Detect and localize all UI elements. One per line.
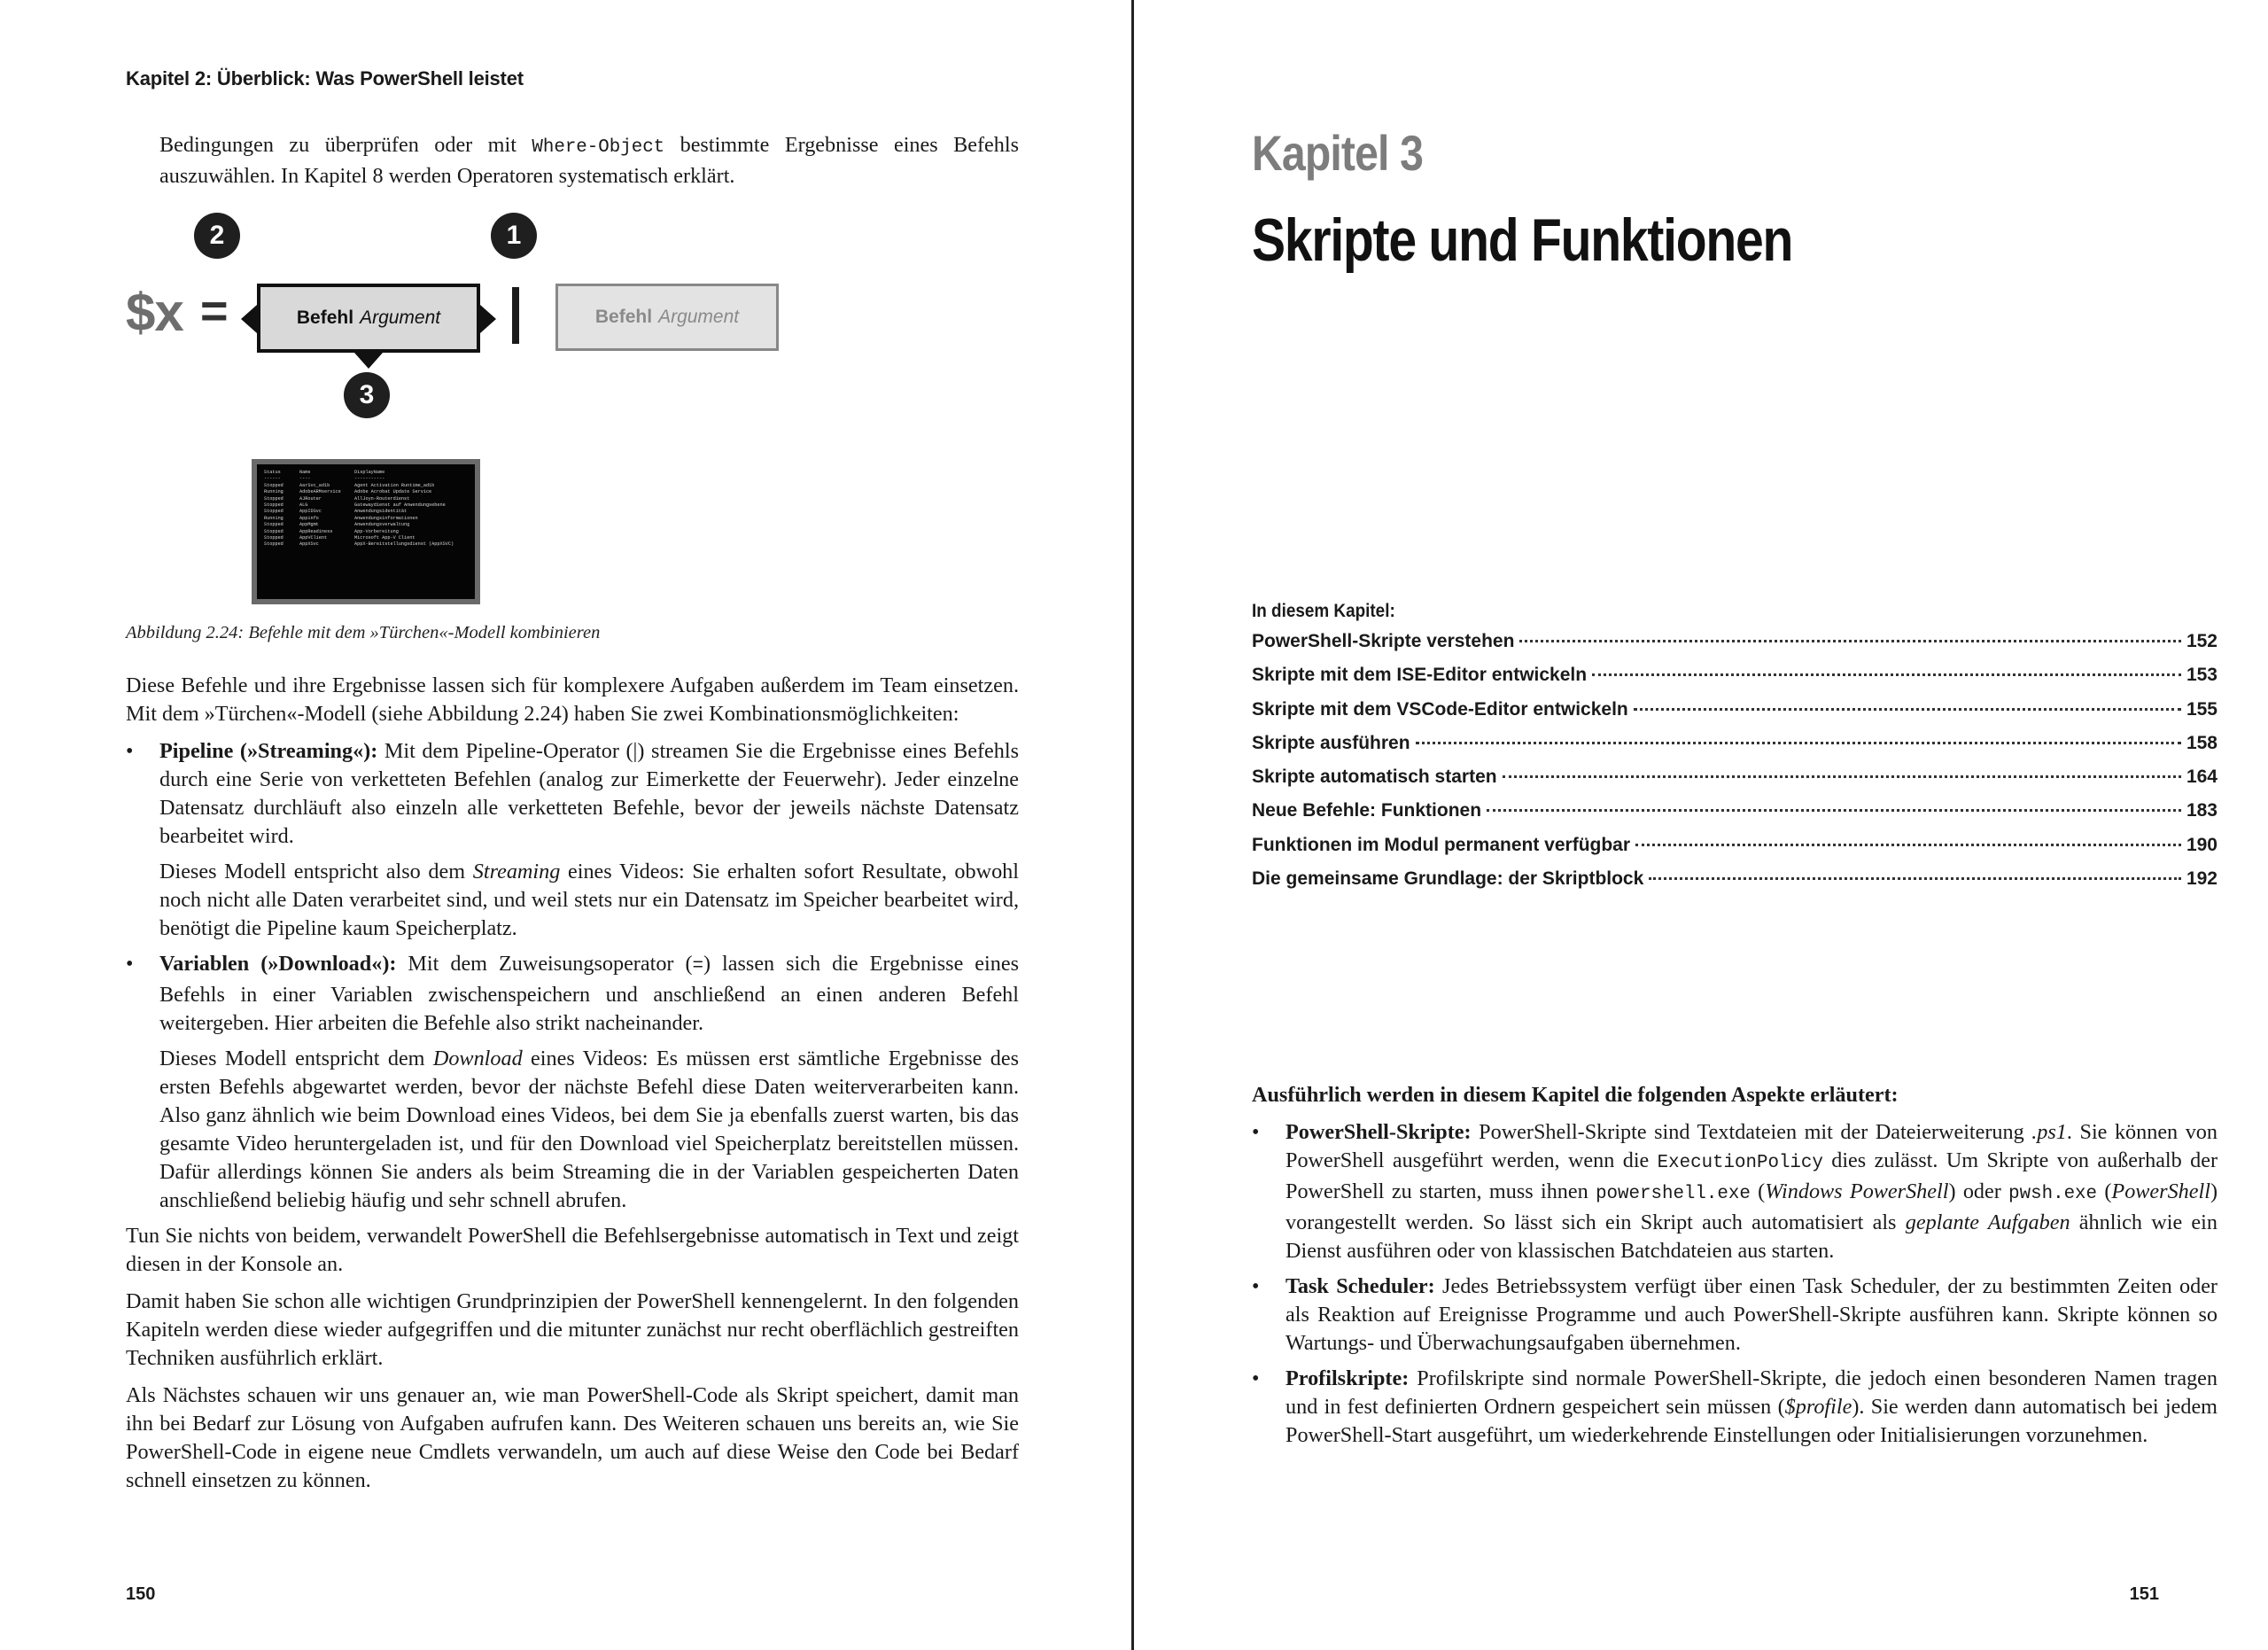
toc-entry-page: 158: [2186, 732, 2218, 753]
list-item: • Task Scheduler: Jedes Betriebssystem verfügt über einen Task Scheduler, der zu bestimmten Zeiten oder als Reaktion auf Ereignisse Programme und auch PowerShell-Skripte ausführen kann. Skripte können so Wartungs- und Überwachungsaufgaben übernehmen.: [1252, 1273, 2218, 1358]
toc-entry-title: Skripte mit dem VSCode-Editor entwickeln: [1252, 698, 1628, 720]
toc-leader-dots: [1635, 844, 2181, 846]
console-row: Stopped ALG Gatewaydienst auf Anwendungsebene: [264, 502, 446, 509]
inline-code: =: [692, 956, 703, 977]
toc-entry-title: Die gemeinsame Grundlage: der Skriptblock: [1252, 868, 1644, 890]
right-body: [1252, 1081, 2218, 1457]
toc-entry[interactable]: [1252, 699, 2218, 733]
toc-leader-dots: [1519, 640, 2181, 642]
toc-entry[interactable]: [1252, 665, 2218, 698]
toc-entry[interactable]: [1252, 733, 2218, 767]
next-command-word: Befehl: [594, 307, 653, 327]
toc-entry-page: 192: [2186, 868, 2218, 890]
badge-2: 2: [194, 213, 240, 259]
console-row: Stopped AppReadiness App-Vorbereitung: [264, 528, 399, 534]
toc-leader-dots: [1416, 742, 2181, 744]
toc-entry[interactable]: [1252, 868, 2218, 902]
toc-entry[interactable]: [1252, 835, 2218, 868]
toc-entry-page: 155: [2186, 698, 2218, 720]
console-row: Running Appinfo Anwendungsinformationen: [264, 515, 418, 521]
toc-entry[interactable]: [1252, 631, 2218, 665]
running-head: Kapitel 2: Überblick: Was PowerShell leistet: [126, 67, 524, 90]
next-command-box: [555, 284, 779, 351]
pipe-operator-icon: [512, 287, 519, 344]
page-number: 151: [2129, 1584, 2159, 1604]
command-word: Befehl: [296, 307, 354, 328]
console-row: Stopped AJRouter AllJoyn-Routerdienst: [264, 495, 410, 502]
console-row: ------ ---- -----------: [264, 476, 385, 482]
figure-caption: Abbildung 2.24: Befehle mit dem »Türchen«-Modell kombinieren: [126, 623, 601, 642]
toc-leader-dots: [1634, 708, 2181, 711]
paragraph: Damit haben Sie schon alle wichtigen Grundprinzipien der PowerShell kennengelernt. In den folgenden Kapiteln werden diese wieder aufgegriffen und die mitunter zunächst nur recht oberflächlich gestreiften Techniken ausführlich erklärt.: [126, 1289, 1019, 1370]
console-row: Stopped AppVClient Microsoft App-V Client: [264, 535, 416, 541]
toc-entry-title: Skripte ausführen: [1252, 732, 1410, 753]
toc-leader-dots: [1487, 809, 2181, 812]
left-body: [126, 672, 1019, 1504]
toc-entry-title: Neue Befehle: Funktionen: [1252, 800, 1482, 821]
combination-list: [126, 737, 1019, 1215]
list-item: • Pipeline (»Streaming«): Mit dem Pipeline-Operator (|) streamen Sie die Ergebnisse eines Befehls durch eine Serie von verketteten Befehlen (analog zur Eimerkette der Feuerwehr). Jeder einzelne Datensatz durchläuft also einzeln alle verketteten Befehle, bevor der jeweils nächste Datensatz bearbeitet wird. Dieses Modell entspricht also dem Streaming eines Videos: Sie erhalten sofort Resultate, obwohl noch nicht alle Daten verarbeitet sind, und weil stets nur ein Datensatz im Speicher bearbeitet wird, benötigt die Pipeline kaum Speicherplatz.: [126, 737, 1019, 943]
argument-word: Argument: [360, 307, 441, 328]
console-row: Stopped AarSvc_ad1b Agent Activation Runtime_ad1b: [264, 482, 435, 488]
toc-entry-title: Skripte automatisch starten: [1252, 767, 1497, 788]
console-row: Running AdobeARMservice Adobe Acrobat Update Service: [264, 489, 432, 495]
toc-entry-page: 164: [2186, 767, 2218, 788]
inline-code: pwsh.exe: [2008, 1184, 2098, 1204]
toc-entry[interactable]: [1252, 767, 2218, 800]
inline-code: powershell.exe: [1596, 1184, 1751, 1204]
chapter-label: Kapitel 3: [1252, 125, 1423, 181]
toc-entry-title: Skripte mit dem ISE-Editor entwickeln: [1252, 665, 1588, 686]
list-item: • Profilskripte: Profilskripte sind normale PowerShell-Skripte, die jedoch einen besonderen Namen tragen und in fest definierten Ordnern gespeichert sein müssen ($profile). Sie werden dann automatisch bei jedem PowerShell-Start ausgeführt, um wiederkehrende Einstellungen oder Initialisierungen vorzunehmen.: [1252, 1365, 2218, 1450]
equals-sign: =: [200, 284, 229, 338]
paragraph: Tun Sie nichts von beidem, verwandelt PowerShell die Befehlsergebnisse automatisch in Text und zeigt diesen in der Konsole an.: [126, 1224, 1019, 1276]
paragraph: Diese Befehle und ihre Ergebnisse lassen sich für komplexere Aufgaben außerdem im Team einsetzen. Mit dem »Türchen«-Modell (siehe Abbildung 2.24) haben Sie zwei Kombinationsmöglichkeiten:: [126, 673, 1019, 726]
toc-entry-page: 183: [2186, 800, 2218, 821]
inline-code: Where-Object: [532, 137, 665, 158]
toc-entry-title: Funktionen im Modul permanent verfügbar: [1252, 834, 1631, 855]
next-argument-word: Argument: [658, 307, 740, 327]
toc-leader-dots: [1592, 673, 2181, 676]
toc-entry-page: 153: [2186, 665, 2218, 686]
badge-1: 1: [491, 213, 537, 259]
paragraph: Als Nächstes schauen wir uns genauer an, wie man PowerShell-Code als Skript speichert, damit man ihn bei Bedarf zur Lösung von Aufgaben aufrufen kann. Des Weiteren schauen uns bereits an, wie Sie PowerShell-Code in eigene neue Cmdlets verwandeln, um auch auf diese Weise den Code bei Bedarf schnell einsetzen zu können.: [126, 1383, 1019, 1492]
page-number: 150: [126, 1584, 156, 1604]
term: Task Scheduler:: [1285, 1274, 1435, 1298]
console-row: Stopped AppIDSvc Anwendungsidentität: [264, 509, 408, 515]
toc-entry[interactable]: [1252, 800, 2218, 834]
right-page: [1137, 0, 2268, 1650]
toc-entry-title: PowerShell-Skripte verstehen: [1252, 631, 1515, 651]
toc-leader-dots: [1503, 775, 2181, 778]
console-screenshot: [252, 459, 480, 604]
chapter-title: Skripte und Funktionen: [1252, 206, 1793, 274]
chapter-toc: [1252, 601, 2218, 902]
left-pointer-icon: [241, 305, 257, 333]
inline-code: ExecutionPolicy: [1657, 1153, 1823, 1173]
pipeline-figure: [126, 213, 799, 603]
term: Pipeline (»Streaming«):: [159, 739, 378, 763]
command-box: [257, 284, 480, 353]
toc-entry-page: 152: [2186, 631, 2218, 651]
console-row: Stopped AppXSvc AppX-Bereitstellungsdienst (AppXSVC): [264, 541, 454, 548]
toc-heading: In diesem Kapitel:: [1252, 601, 1395, 621]
term: Profilskripte:: [1285, 1366, 1410, 1390]
toc-leader-dots: [1649, 877, 2181, 880]
console-row: Status Name DisplayName: [264, 470, 385, 475]
toc-entry-page: 190: [2186, 834, 2218, 855]
toc-list: [1252, 631, 2218, 902]
console-row: Stopped AppMgmt Anwendungsverwaltung: [264, 522, 410, 528]
badge-3: 3: [344, 372, 390, 418]
down-pointer-icon: [354, 353, 383, 369]
right-pointer-icon: [480, 305, 496, 333]
variable-label: $x: [126, 283, 183, 342]
term: Variablen (»Download«):: [159, 952, 397, 976]
term: PowerShell-Skripte:: [1285, 1120, 1472, 1144]
list-item: • Variablen (»Download«): Mit dem Zuweisungsoperator (=) lassen sich die Ergebnisse eines Befehls in einer Variablen zwischenspeichern und anschließend an einen anderen Befehl weitergeben. Hier arbeiten die Befehle also strikt nacheinander. Dieses Modell entspricht dem Download eines Videos: Es müssen erst sämtliche Ergebnisse des ersten Befehls abgewartet werden, bevor der nächste Befehl diese Daten weiterverarbeiten kann. Also ganz ähnlich wie beim Download eines Videos, bei dem Sie ja ebenfalls zuerst warten, bis das gesamte Video heruntergeladen ist, und für den Download viel Speicherplatz bereitstellen müssen. Dafür allerdings können Sie anders als beim Streaming die in der Variablen gespeicherten Daten anschließend beliebig häufig und sehr schnell abrufen.: [126, 950, 1019, 1215]
lead-paragraph: Ausführlich werden in diesem Kapitel die folgenden Aspekte erläutert:: [1252, 1083, 1899, 1107]
list-item: • PowerShell-Skripte: PowerShell-Skripte sind Textdateien mit der Dateierweiterung .ps1. Sie können von PowerShell ausgeführt werden, wenn die ExecutionPolicy dies zulässt. Um Skripte von außerhalb der PowerShell zu starten, muss ihnen powershell.exe (Windows PowerShell) oder pwsh.exe (PowerShell) vorangestellt werden. So lässt sich ein Skript auch automatisiert als geplante Aufgaben ähnlich wie ein Dienst ausführen oder von klassischen Batchdateien aus starten.: [1252, 1118, 2218, 1265]
intro-paragraph: Bedingungen zu überprüfen oder mit Where-Object bestimmte Ergebnisse eines Befehls auszuwählen. In Kapitel 8 werden Operatoren systematisch erklärt.: [159, 133, 1019, 188]
aspects-list: [1252, 1118, 2218, 1450]
